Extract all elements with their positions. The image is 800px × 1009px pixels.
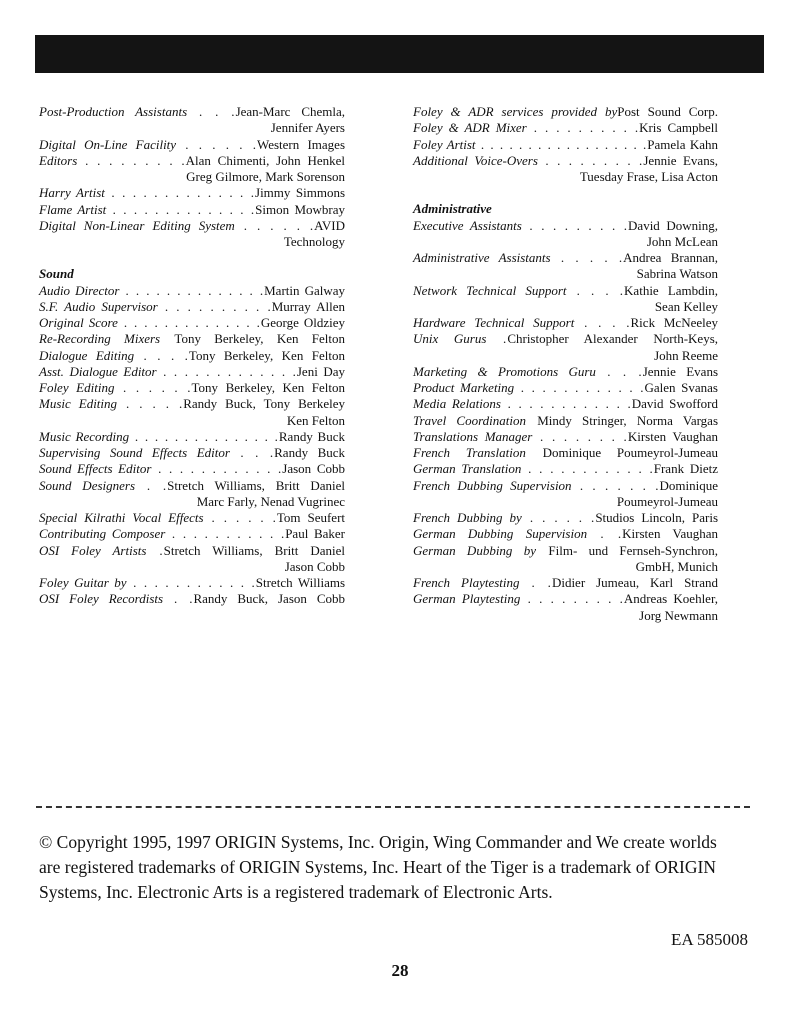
credit-names: Pamela Kahn xyxy=(647,136,718,152)
dot-leader: . . . . xyxy=(574,315,631,330)
dot-leader: . . . . . . . . xyxy=(532,428,628,444)
credit-entry xyxy=(39,153,345,169)
credit-names: Dominique Poumeyrol-Jumeau xyxy=(542,445,719,460)
dot-leader: . . . . . . . xyxy=(571,477,660,493)
credit-names: Tony Berkeley, Ken Felton xyxy=(174,331,346,347)
credit-names: Kirsten Vaughan xyxy=(622,526,718,542)
credit-names: Christopher Alexander North-Keys, xyxy=(507,331,719,347)
credit-role: Post-Production Assistants xyxy=(39,104,188,119)
credit-names-continued: John McLean xyxy=(646,233,718,249)
credits-column-left xyxy=(39,104,345,608)
credit-names: Alan Chimenti, John Henkel xyxy=(185,152,345,168)
credit-names-continued: Tuesday Frase, Lisa Acton xyxy=(579,169,718,184)
dot-leader: . xyxy=(486,331,508,347)
credit-role: Translations Manager xyxy=(413,428,533,444)
credit-role: Hardware Technical Support xyxy=(413,315,575,330)
dot-leader: . . . . . . xyxy=(203,510,277,525)
credit-names: Jason Cobb xyxy=(282,461,346,477)
credit-role: French Dubbing Supervision xyxy=(413,477,572,493)
credit-names: George Oldziey xyxy=(260,315,345,330)
credit-names: Stretch Williams xyxy=(255,575,346,590)
dot-leader: . . . . . . . . . . . . xyxy=(500,396,632,412)
credit-names: Stretch Williams, Britt Daniel xyxy=(167,477,346,493)
dashed-divider xyxy=(36,806,750,808)
credit-role: Audio Director xyxy=(39,282,120,298)
section-heading: Administrative xyxy=(413,201,492,217)
dot-leader: . . . . . . . . . . . . . xyxy=(156,363,297,379)
section-heading: Sound xyxy=(39,266,74,282)
dot-leader: . . . . . . xyxy=(176,136,257,152)
credit-names-continued: Poumeyrol-Jumeau xyxy=(616,493,718,509)
credit-entry xyxy=(413,137,718,153)
credit-role: Asst. Dialogue Editor xyxy=(39,363,157,379)
credit-role: Marketing & Promotions Guru xyxy=(413,363,596,379)
credit-names: Studios Lincoln, Paris xyxy=(595,510,719,525)
credit-role: Contributing Composer xyxy=(39,526,166,542)
credit-role: German Playtesting xyxy=(413,591,521,607)
credit-entry xyxy=(413,218,718,234)
credit-names-continued: Jorg Newmann xyxy=(639,607,718,623)
credit-entry xyxy=(39,331,345,347)
credit-role: Product Marketing xyxy=(413,380,515,395)
credit-names: Jeni Day xyxy=(296,363,345,379)
page-number: 28 xyxy=(391,961,409,980)
dot-leader: . . . . . . . . . xyxy=(77,152,186,168)
dot-leader: . . . . . . . . . xyxy=(537,152,644,168)
credit-names: Jennie Evans xyxy=(642,363,719,379)
credit-role: German Dubbing Supervision xyxy=(413,526,588,542)
credit-names: David Swofford xyxy=(631,396,719,412)
dot-leader: . . . . . . . . . . . . . . xyxy=(119,282,265,298)
credit-names: Kris Campbell xyxy=(639,120,718,136)
credit-entry xyxy=(39,445,345,461)
credit-role: Foley & ADR Mixer xyxy=(413,120,527,136)
dot-leader: . . . xyxy=(187,104,236,119)
section-gap xyxy=(413,185,718,201)
credit-names: Jennie Evans, xyxy=(643,152,719,168)
credit-role: German Translation xyxy=(413,461,522,477)
credit-names-continued: Greg Gilmore, Mark Sorenson xyxy=(186,169,345,184)
dot-leader: . . . . . . . . . . . . xyxy=(514,380,645,395)
credit-role: Re-Recording Mixers xyxy=(39,331,161,347)
credit-entry xyxy=(413,575,718,591)
dot-leader: . . . . . . . . . . xyxy=(157,298,272,314)
credit-names: Kirsten Vaughan xyxy=(627,428,719,444)
credit-entry xyxy=(39,348,345,364)
dot-leader: . . . . . . . . . xyxy=(521,217,629,233)
credit-entry xyxy=(413,153,718,169)
credit-entry xyxy=(413,429,718,445)
credit-names-continued: Ken Felton xyxy=(286,412,345,428)
credit-role: S.F. Audio Supervisor xyxy=(39,298,158,314)
dot-leader: . . . . . xyxy=(117,396,184,412)
credit-names: Andrea Brannan, xyxy=(623,250,718,265)
credits-column-right xyxy=(413,104,718,624)
dot-leader: . . . . . . . . . . . . xyxy=(126,575,256,590)
credit-names: Didier Jumeau, Karl Strand xyxy=(551,575,719,590)
credit-entry xyxy=(39,315,345,331)
credit-names: Randy Buck, Jason Cobb xyxy=(193,591,345,607)
credit-names-continued: Jennifer Ayers xyxy=(270,120,345,136)
credit-role: Supervising Sound Effects Editor xyxy=(39,445,230,460)
dot-leader: . . . xyxy=(595,363,643,379)
dot-leader: . . . . . . . . . xyxy=(520,591,624,607)
credit-names: Paul Baker xyxy=(285,526,346,542)
credit-entry xyxy=(413,380,718,396)
credit-entry xyxy=(39,575,345,591)
credit-role: Travel Coordination xyxy=(413,412,526,428)
dot-leader: . . xyxy=(135,477,168,493)
credit-entry xyxy=(39,461,345,477)
credit-role: Media Relations xyxy=(413,396,501,412)
credit-entry xyxy=(413,250,718,266)
dot-leader: . . . . . . . . . . . . . . . xyxy=(129,428,279,444)
credit-entry xyxy=(39,299,345,315)
credit-names-continued: John Reeme xyxy=(654,347,718,363)
credit-role: French Playtesting xyxy=(413,575,520,590)
credit-entry xyxy=(39,478,345,494)
dot-leader: . xyxy=(146,542,164,558)
credit-names: Mindy Stringer, Norma Vargas xyxy=(537,412,719,428)
dot-leader: . . . xyxy=(229,445,275,460)
credit-names: Stretch Williams, Britt Daniel xyxy=(163,542,346,558)
credit-entry xyxy=(413,591,718,607)
credit-role: Unix Gurus xyxy=(413,331,487,347)
credit-names: AVID xyxy=(314,217,345,233)
credit-names: Rick McNeeley xyxy=(630,315,719,330)
credit-role: Administrative Assistants xyxy=(413,250,551,265)
credit-entry xyxy=(39,396,345,412)
credit-role: Foley Editing xyxy=(39,380,115,395)
credit-entry xyxy=(413,331,718,347)
header-bar xyxy=(35,35,764,73)
credit-role: Additional Voice-Overs xyxy=(413,152,538,168)
credit-entry xyxy=(413,461,718,477)
credit-entry xyxy=(39,202,345,218)
credit-names: Randy Buck xyxy=(274,445,346,460)
credit-role: Editors xyxy=(39,152,78,168)
credit-entry xyxy=(413,543,718,559)
credit-entry xyxy=(39,218,345,234)
credit-names: David Downing, xyxy=(628,217,718,233)
credit-entry xyxy=(413,396,718,412)
copyright-notice: © Copyright 1995, 1997 ORIGIN Systems, Inc. Origin, Wing Commander and We create worlds are registered trademarks of ORIGIN Systems, Inc. Heart of the Tiger is a trademark of ORIGIN Systems, Inc. Electronic Arts is a registered trademark of Electronic Arts. xyxy=(39,832,717,902)
dot-leader: . . . . . . . . . . . . xyxy=(151,461,283,477)
credit-names: Tony Berkeley, Ken Felton xyxy=(191,380,346,395)
credit-entry xyxy=(413,283,718,299)
dot-leader xyxy=(536,543,548,558)
credit-role: Dialogue Editing xyxy=(39,347,135,363)
credit-names: Jimmy Simmons xyxy=(255,185,346,201)
credit-names: Film- und Fernseh-Synchron, xyxy=(548,542,718,558)
catalog-number: EA 585008 xyxy=(671,930,748,949)
credit-entry xyxy=(413,315,718,331)
credit-names-continued: Jason Cobb xyxy=(284,558,345,574)
dot-leader: . . . . . . . . . . . xyxy=(165,526,286,542)
credit-entry xyxy=(39,543,345,559)
credit-entry xyxy=(39,185,345,201)
credit-names: Dominique xyxy=(659,477,718,493)
credit-entry xyxy=(413,478,718,494)
credit-role: French Translation xyxy=(413,445,526,460)
credit-names: Post Sound Corp. xyxy=(617,104,719,119)
dot-leader: . . . . . . . . . . . . . . xyxy=(106,201,256,217)
credit-names: Simon Mowbray xyxy=(255,201,346,217)
credit-names: Galen Svanas xyxy=(644,380,718,395)
credit-names-continued: Marc Farly, Nenad Vugrinec xyxy=(196,493,345,509)
credit-role: Music Editing xyxy=(39,396,118,412)
credit-role: Sound Designers xyxy=(39,477,136,493)
credit-entry xyxy=(413,104,718,120)
credit-names: Western Images xyxy=(256,136,346,152)
credit-names-continued: Sean Kelley xyxy=(654,298,718,314)
dot-leader xyxy=(160,331,174,346)
dot-leader: . . xyxy=(163,591,194,607)
credit-names: Tony Berkeley, Ken Felton xyxy=(188,347,345,363)
credit-role: Sound Effects Editor xyxy=(39,461,152,477)
dot-leader: . . . . . . xyxy=(114,380,192,395)
credit-entry xyxy=(413,445,718,461)
dot-leader: . . . . . . . . . . . . xyxy=(521,461,654,477)
credit-role: Foley & ADR services provided by xyxy=(413,104,618,119)
credit-role: Music Recording xyxy=(39,428,130,444)
credit-entry xyxy=(39,137,345,153)
credit-names: Randy Buck xyxy=(278,428,345,444)
credit-role: Network Technical Support xyxy=(413,282,567,298)
dot-leader: . . . . xyxy=(566,282,625,298)
credit-role: Foley Guitar by xyxy=(39,575,127,590)
credit-entry xyxy=(413,364,718,380)
credit-entry xyxy=(39,104,345,120)
credit-role: OSI Foley Recordists xyxy=(39,591,164,607)
credit-names: Randy Buck, Tony Berkeley xyxy=(183,396,346,412)
credit-entry xyxy=(39,380,345,396)
credit-role: Special Kilrathi Vocal Effects xyxy=(39,510,204,525)
dot-leader: . . . . . xyxy=(550,250,624,265)
dot-leader: . . . . xyxy=(134,347,189,363)
credit-names-continued: GmbH, Munich xyxy=(635,558,718,574)
credit-names: Murray Allen xyxy=(271,298,346,314)
credit-role: Foley Artist xyxy=(413,136,476,152)
credit-entry xyxy=(39,364,345,380)
credit-names: Jean-Marc Chemla, xyxy=(235,104,345,119)
credit-names-continued: Technology xyxy=(283,234,345,249)
credit-entry xyxy=(413,413,718,429)
dot-leader xyxy=(526,413,537,428)
credit-entry xyxy=(413,526,718,542)
credit-names: Andreas Koehler, xyxy=(623,591,719,607)
credit-role: Executive Assistants xyxy=(413,217,522,233)
credit-entry xyxy=(413,120,718,136)
credit-role: Digital Non-Linear Editing System xyxy=(39,217,235,233)
credit-entry xyxy=(39,526,345,542)
credit-role: Digital On-Line Facility xyxy=(39,136,177,152)
dot-leader: . . xyxy=(519,575,552,590)
dot-leader: . . . . . . . . . . xyxy=(526,120,640,136)
credit-entry xyxy=(39,510,345,526)
credit-names-continued: Sabrina Watson xyxy=(636,266,718,282)
credit-names: Kathie Lambdin, xyxy=(624,282,719,298)
dot-leader: . . . . . . . . . . . . . . xyxy=(117,315,261,330)
credit-entry xyxy=(39,591,345,607)
credit-role: OSI Foley Artists xyxy=(39,542,147,558)
credit-role: Harry Artist xyxy=(39,185,105,201)
credit-names: Tom Seufert xyxy=(276,510,346,525)
dot-leader: . . . . . . xyxy=(521,510,596,525)
dot-leader: . . . . . . xyxy=(234,217,315,233)
credit-entry xyxy=(39,429,345,445)
credit-role: Flame Artist xyxy=(39,201,107,217)
credit-entry xyxy=(39,283,345,299)
credit-role: French Dubbing by xyxy=(413,510,522,525)
dot-leader: . . xyxy=(587,526,623,542)
credit-names: Martin Galway xyxy=(264,282,346,298)
credit-entry xyxy=(413,510,718,526)
dot-leader: . . . . . . . . . . . . . . xyxy=(104,185,256,201)
dot-leader: . . . . . . . . . . . . . . . . . . xyxy=(475,136,648,152)
dot-leader xyxy=(526,445,543,460)
credit-names: Frank Dietz xyxy=(653,461,718,477)
credit-role: Original Score xyxy=(39,315,118,330)
section-gap xyxy=(39,250,345,266)
credit-role: German Dubbing by xyxy=(413,542,537,558)
